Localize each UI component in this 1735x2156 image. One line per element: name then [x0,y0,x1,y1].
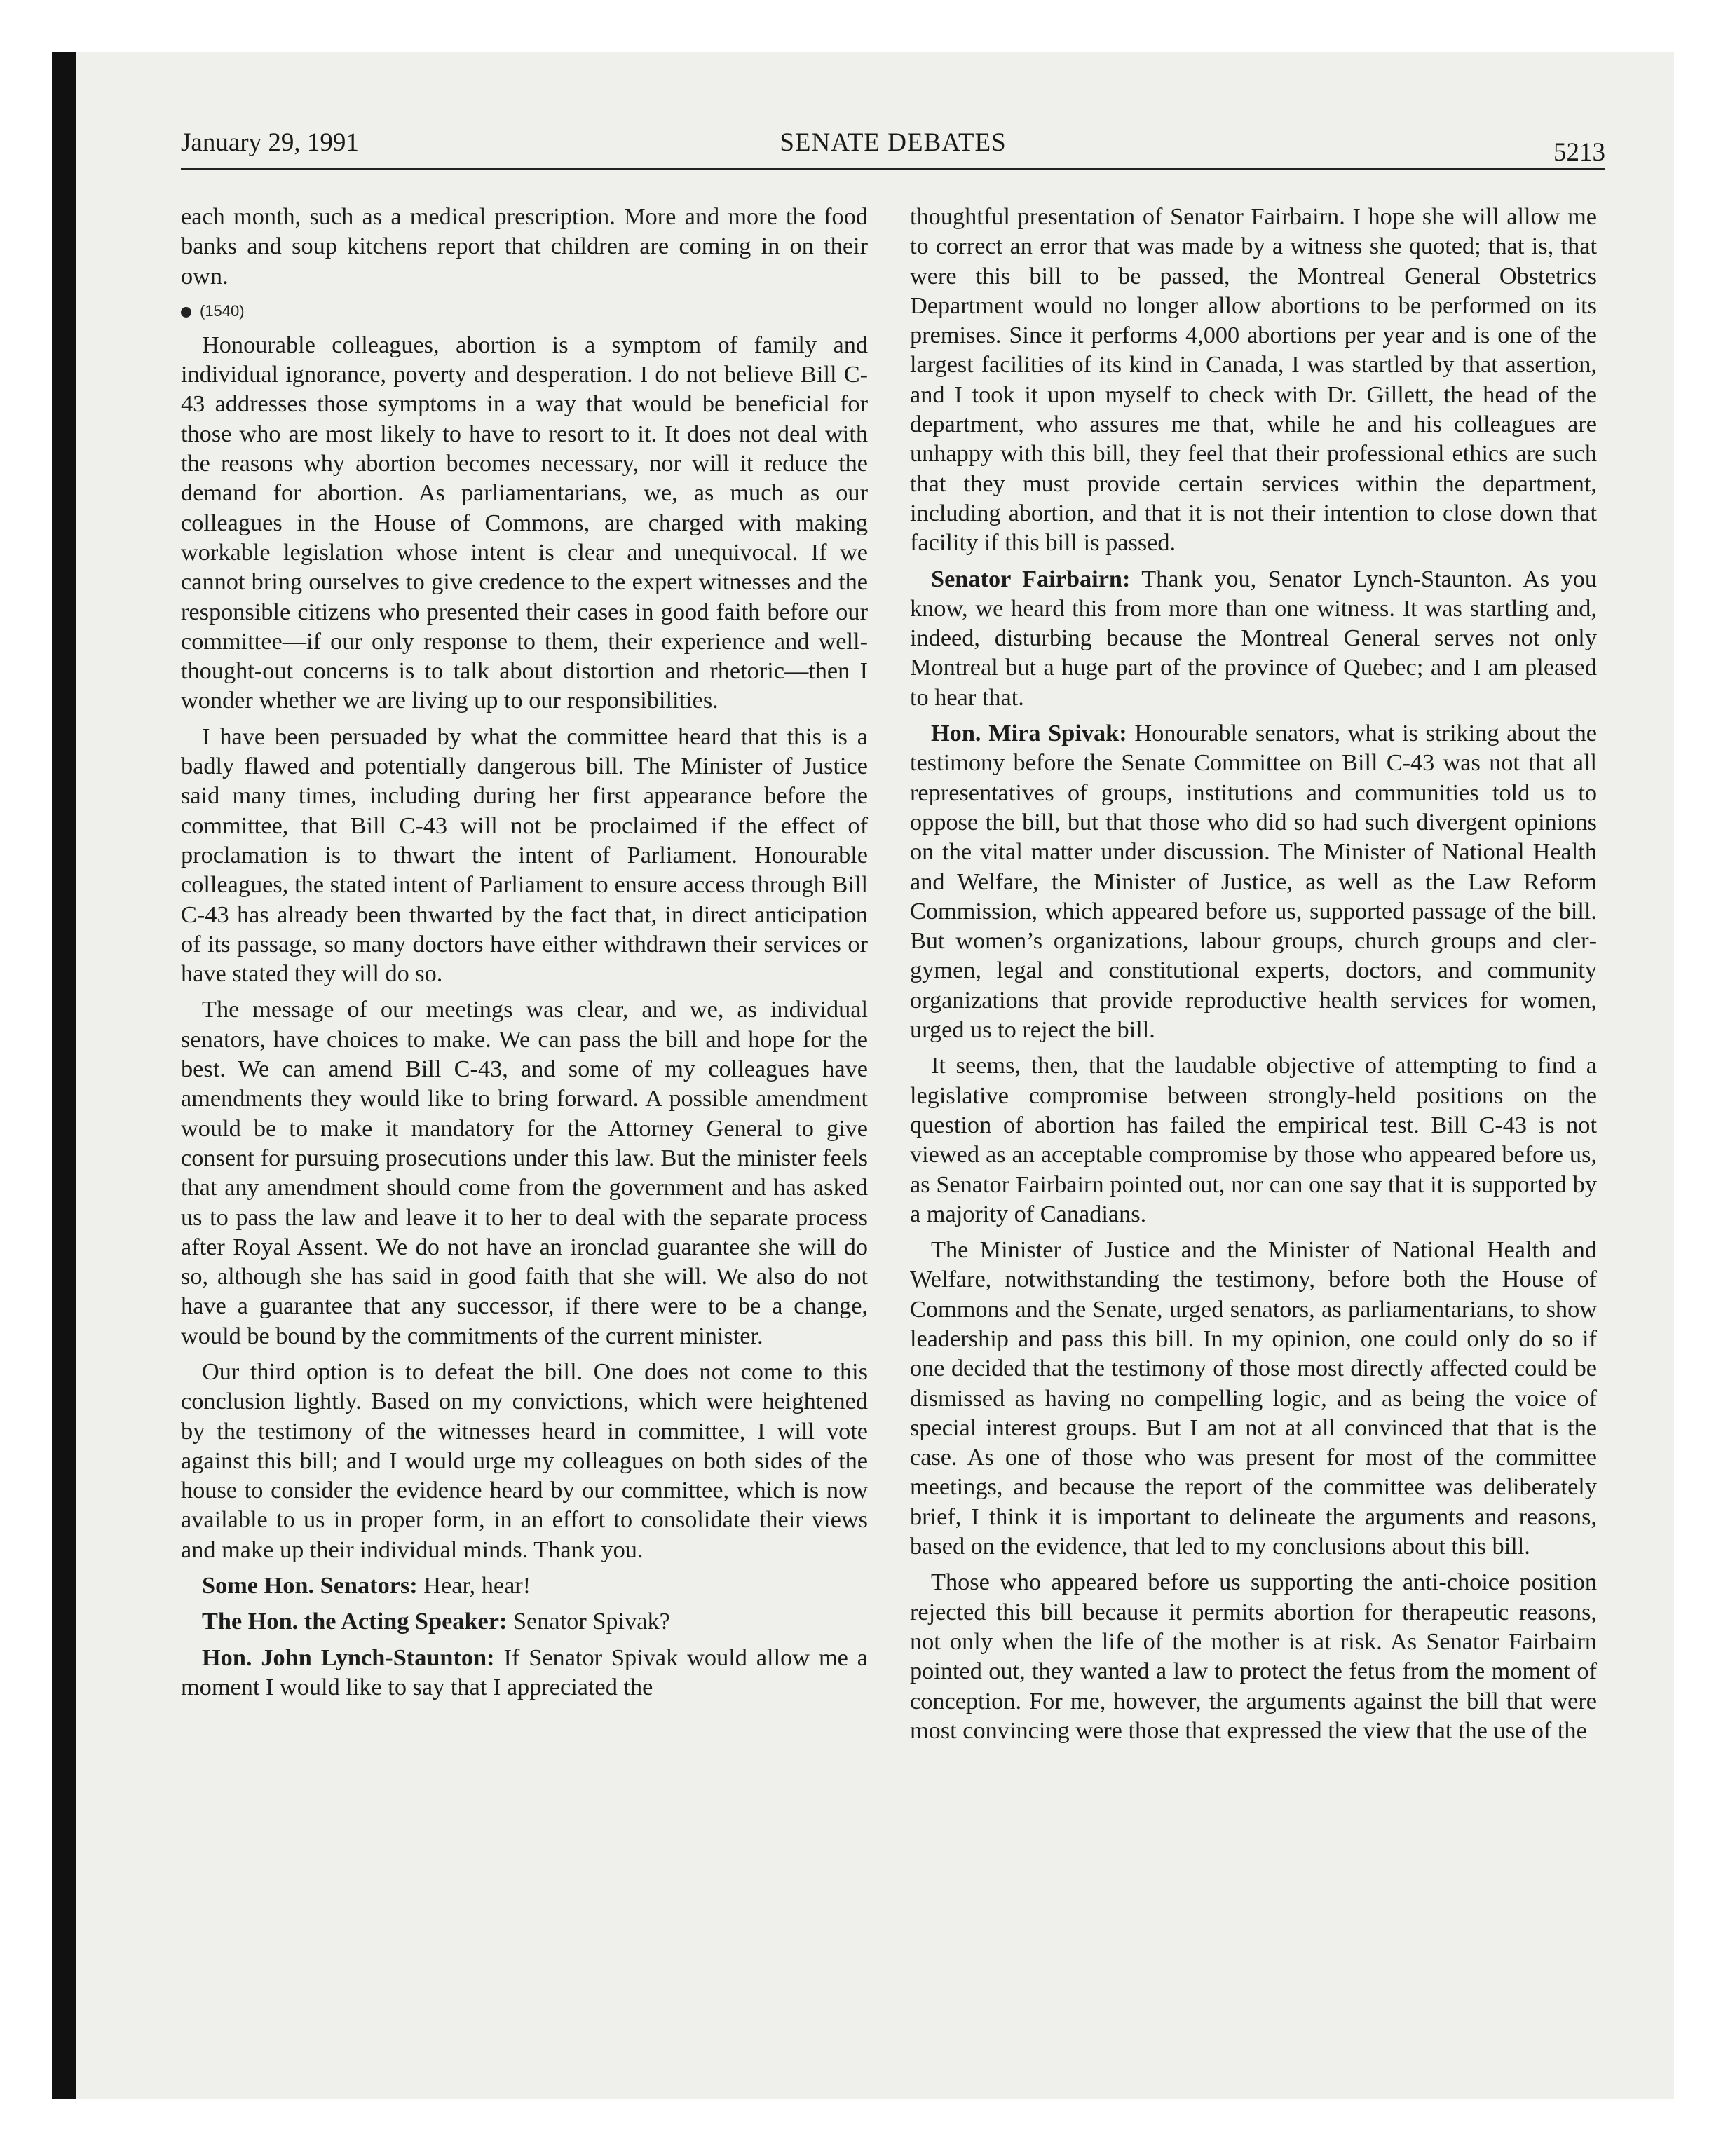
speech-text: Thank you, Senator Lynch-Staunton. As you know, we heard this from more than one witness. It was startling and, indeed, disturbing because the Montreal General serves not only Montreal but a huge part of the province of Quebec; and I am pleased to hear that. [910,565,1597,711]
paragraph: each month, such as a medical prescription. More and more the food banks and soup kitchens report that children are coming in on their own. [181,203,868,289]
speech-text: Honourable senators, what is striking about the testimony before the Senate Committee on Bill C-43 was not that all representatives of groups, institutions and communities told us to oppose the bill, but that those who did so had such divergent opinions on the vital matter under discussion. The Minister of National Health and Welfare, the Minister of Justice, as well as the Law Reform Commission, which appeared before us, supported passage of the bill. But women’s organizations, labour groups, church groups and clergymen, legal and constitutional experts, doctors, and community organizations that provide reproductive health services for women, urged us to reject the bill. [910,720,1597,1044]
speaker-name: The Hon. the Acting Speaker: [202,1608,508,1635]
paragraph: It seems, then, that the laudable objective of attempting to find a legislative compromise between strongly-held positions on the question of abortion has failed the empirical test. Bill C-43 is not viewed as an acceptable compromise by those who appeared before us, as Senator Fairbairn pointed out, nor can one say that it is supported by a majority of Canadians. [910,1052,1597,1227]
speaker-name: Hon. Mira Spivak: [931,720,1127,747]
header-date: January 29, 1991 [181,128,359,157]
speech [910,718,1597,1044]
speech [910,564,1597,712]
paragraph: Our third option is to defeat the bill. One does not come to this conclusion lightly. Based on my convictions, which were heightened by the testimony of the witnesses heard in committee, I will vote against this bill; and I would urge my colleagues on both sides of the house to consider the evidence heard by our committee, which is now available to us in proper form, in an effort to consolidate their views and make up their individual minds. Thank you. [181,1358,868,1563]
interjection [181,1571,868,1600]
interjection [181,1606,868,1636]
paragraph: The message of our meetings was clear, and we, as individual senators, have choices to make. We can pass the bill and hope for the best. We can amend Bill C-43, and some of my colleagues have amendments they would like to bring forward. A possible amendment would be to make it mandatory for the Attorney General to give consent for pursuing prosecutions under this law. But the minister feels that any amendment should come from the government and has asked us to pass the law and leave it to her to deal with the separate process after Royal Assent. We do not have an ironclad guarantee she will do so, although she has said in good faith that she will. We also do not have a guarantee that any successor, if there were to be a change, would be bound by the commitments of the current minister. [181,996,868,1349]
paragraph: The Minister of Justice and the Minister of National Health and Welfare, notwithstanding the testimony, before both the House of Commons and the Senate, urged senators, as parliamentarians, to show leadership and pass this bill. In my opinion, one could only do so if one decided that the testimony of those most directly affected could be dismissed as having no compelling logic, and as being the voice of special interest groups. But I am not at all convinced that that is the case. As one of those who was present for most of the committee meetings, and because the report of the committee was deliberately brief, I think it is important to delineate the arguments and reasons, based on the evidence, that led to my conclusions about this bill. [910,1236,1597,1560]
speech [181,1643,868,1703]
scan-border [52,52,76,2099]
speech-text: Hear, hear! [417,1572,531,1599]
paragraph: I have been persuaded by what the committee heard that this is a badly flawed and potentially dangerous bill. The Minister of Justice said many times, including during her first appearance before the committee, that Bill C-43 will not be proclaimed if the effect of proclamation is to thwart the intent of Parliament. Honourable colleagues, the stated intent of Parliament to ensure access through Bill C-43 has already been thwarted by the fact that, in direct anticipation of its passage, so many doctors have either withdrawn their services or have stated they will do so. [181,723,868,988]
paragraph: Honourable colleagues, abortion is a symptom of family and individual ignorance, poverty and desperation. I do not believe Bill C-43 addresses those symptoms in a way that would be beneficial for those who are most likely to have to resort to it. It does not deal with the reasons why abortion becomes necessary, nor will it reduce the demand for abortion. As parliamentarians, we, as much as our colleagues in the House of Commons, are charged with making workable legislation whose intent is clear and unequivocal. If we cannot bring ourselves to give credence to the expert witnesses and the responsible citizens who presented their cases in good faith before our committee—if our only response to them, their experience and well-thought-out concerns is to talk about distortion and rhetoric—then I wonder whether we are living up to our responsibilities. [181,331,868,714]
paragraph: Those who appeared before us supporting the anti-choice position rejected this bill because it permits abortion for therapeutic reasons, not only when the life of the mother is at risk. As Senator Fairbairn pointed out, they wanted a law to protect the fetus from the moment of conception. For me, however, the arguments against the bill that were most convincing were those that expressed the view that the use of the [910,1569,1597,1744]
header-title: SENATE DEBATES [780,128,1007,157]
paragraph: thoughtful presentation of Senator Fairbairn. I hope she will allow me to correct an error that was made by a witness she quoted; that is, that were this bill to be passed, the Montreal General Obstetrics Department would no longer allow abortions to be performed on its premises. Since it performs 4,000 abortions per year and is one of the largest facilities of its kind in Canada, I was startled by that assertion, and I took it upon myself to check with Dr. Gillett, the head of the department, who assures me that, while he and his colleagues are unhappy with this bill, they feel that their professional ethics are such that they must provide certain services within the department, including abortion, and that it is not their intention to close down that facility if this bill is passed. [910,203,1597,557]
speaker-name: Some Hon. Senators: [202,1572,418,1599]
time-marker-text: (1540) [200,301,245,320]
speech-text: If Senator Spivak would allow me a moment I would like to say that I appreciated the [181,1644,868,1700]
bullet-icon [181,307,191,318]
speaker-name: Hon. John Lynch-Staunton: [202,1644,495,1671]
page-header [181,125,1605,170]
time-marker [181,296,868,326]
speaker-name: Senator Fairbairn: [931,565,1131,592]
page-number: 5213 [1553,138,1605,167]
speech-text: Senator Spivak? [507,1608,670,1635]
left-column [181,202,868,1702]
right-column [910,202,1597,1745]
